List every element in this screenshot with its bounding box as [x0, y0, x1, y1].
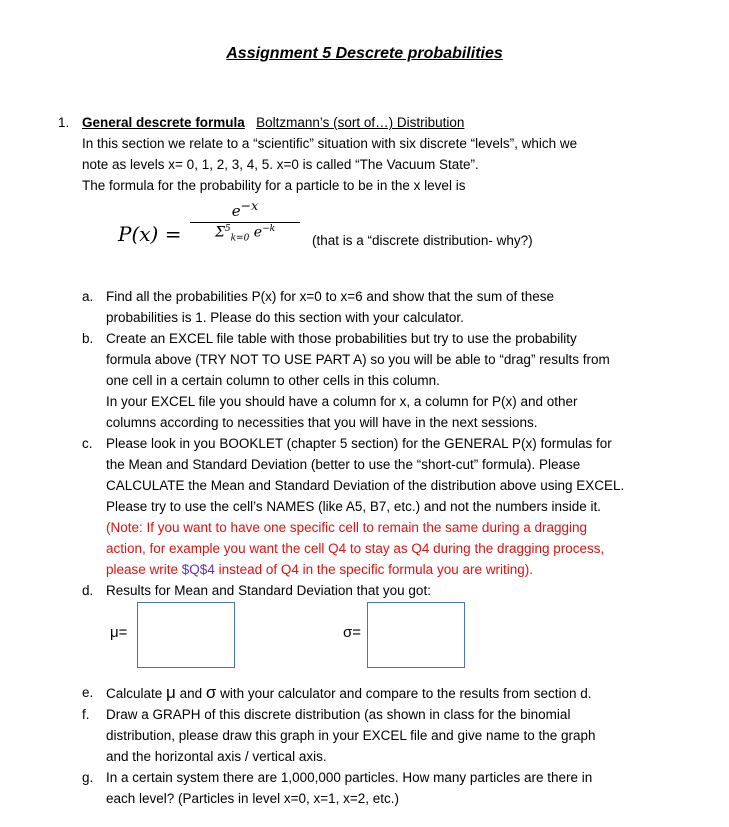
absolute-reference: $Q$4 — [181, 562, 215, 577]
excel-note: action, for example you want the cell Q4 to stay as Q4 during the dragging process, — [106, 541, 605, 556]
list-item: g. In a certain system there are 1,000,000 particles. How many particles are there in each level? (Particles in level x=0, x=1, x=2, etc.) — [82, 770, 593, 806]
question-subheading: Boltzmann’s (sort of…) Distribution — [256, 115, 465, 130]
question-heading-line — [82, 112, 682, 133]
intro-line: In this section we relate to a “scientific” situation with six discrete “levels”, which we — [82, 136, 578, 151]
mu-answer-box[interactable] — [137, 602, 235, 668]
question-heading: General descrete formula — [82, 115, 245, 130]
list-item: e. Calculate μ and σ with your calculator and compare to the results from section d. — [82, 683, 592, 702]
answer-boxes — [0, 602, 729, 668]
excel-note: (Note: If you want to have one specific cell to remain the same during a dragging — [106, 520, 588, 535]
list-item: a. Find all the probabilities P(x) for x=0 to x=6 and show that the sum of these probabilities is 1. Please do this section with your calculator. — [82, 289, 554, 325]
list-item: b. Create an EXCEL file table with those probabilities but try to use the probability formula above (TRY NOT TO USE PART A) so you will be able to “drag” results from one cell in a certain column to other cells in this column. In your EXCEL file you should have a column for x, a column for P(x) and other columns according to necessities that you will have in the next sessions. — [82, 331, 610, 430]
formula-numerator: $e^{-x}$ — [231, 198, 259, 220]
task-list — [82, 286, 642, 601]
formula-lhs: P(x) = — [118, 222, 182, 246]
list-item: d. Results for Mean and Standard Deviation that you got: — [82, 583, 431, 598]
page-title: Assignment 5 Descrete probabilities — [226, 45, 503, 62]
sigma-label: σ= — [343, 624, 362, 641]
excel-note: please write $Q$4 instead of Q4 in the specific formula you are writing). — [106, 562, 533, 577]
sigma-answer-box[interactable] — [367, 602, 465, 668]
task-list-continued — [82, 682, 652, 809]
question-number: 1. — [58, 115, 70, 130]
formula-note: (that is a “discrete distribution- why?) — [312, 233, 533, 248]
formula-denominator: $\Sigma^5_{k=0}$ $e^{-k}$ — [214, 224, 276, 244]
list-item: f. Draw a GRAPH of this discrete distribution (as shown in class for the binomial distribution, please draw this graph in your EXCEL file and give name to the graph and the horizontal axis / vertical axis. — [82, 707, 596, 764]
formula-fraction — [190, 198, 300, 243]
intro-line: The formula for the probability for a particle to be in the x level is — [82, 178, 466, 193]
list-item: c. Please look in you BOOKLET (chapter 5 section) for the GENERAL P(x) formulas for the Mean and Standard Deviation (better to use the “short-cut” formula). Please CALCULATE the Mean and Standard Deviation of the distribution above using EXCEL. Please try to use the cell’s NAMES (like A5, B7, etc.) and not the numbers inside it. (Note: If you want to have one specific cell to remain the same during a dragging action, for example you want the cell Q4 to stay as Q4 during the dragging process, please write $Q$4 instead of Q4 in the specific formula you are writing). — [82, 433, 642, 580]
mu-label: μ= — [110, 624, 128, 641]
intro-line: note as levels x= 0, 1, 2, 3, 4, 5. x=0 is called “The Vacuum State”. — [82, 157, 479, 172]
